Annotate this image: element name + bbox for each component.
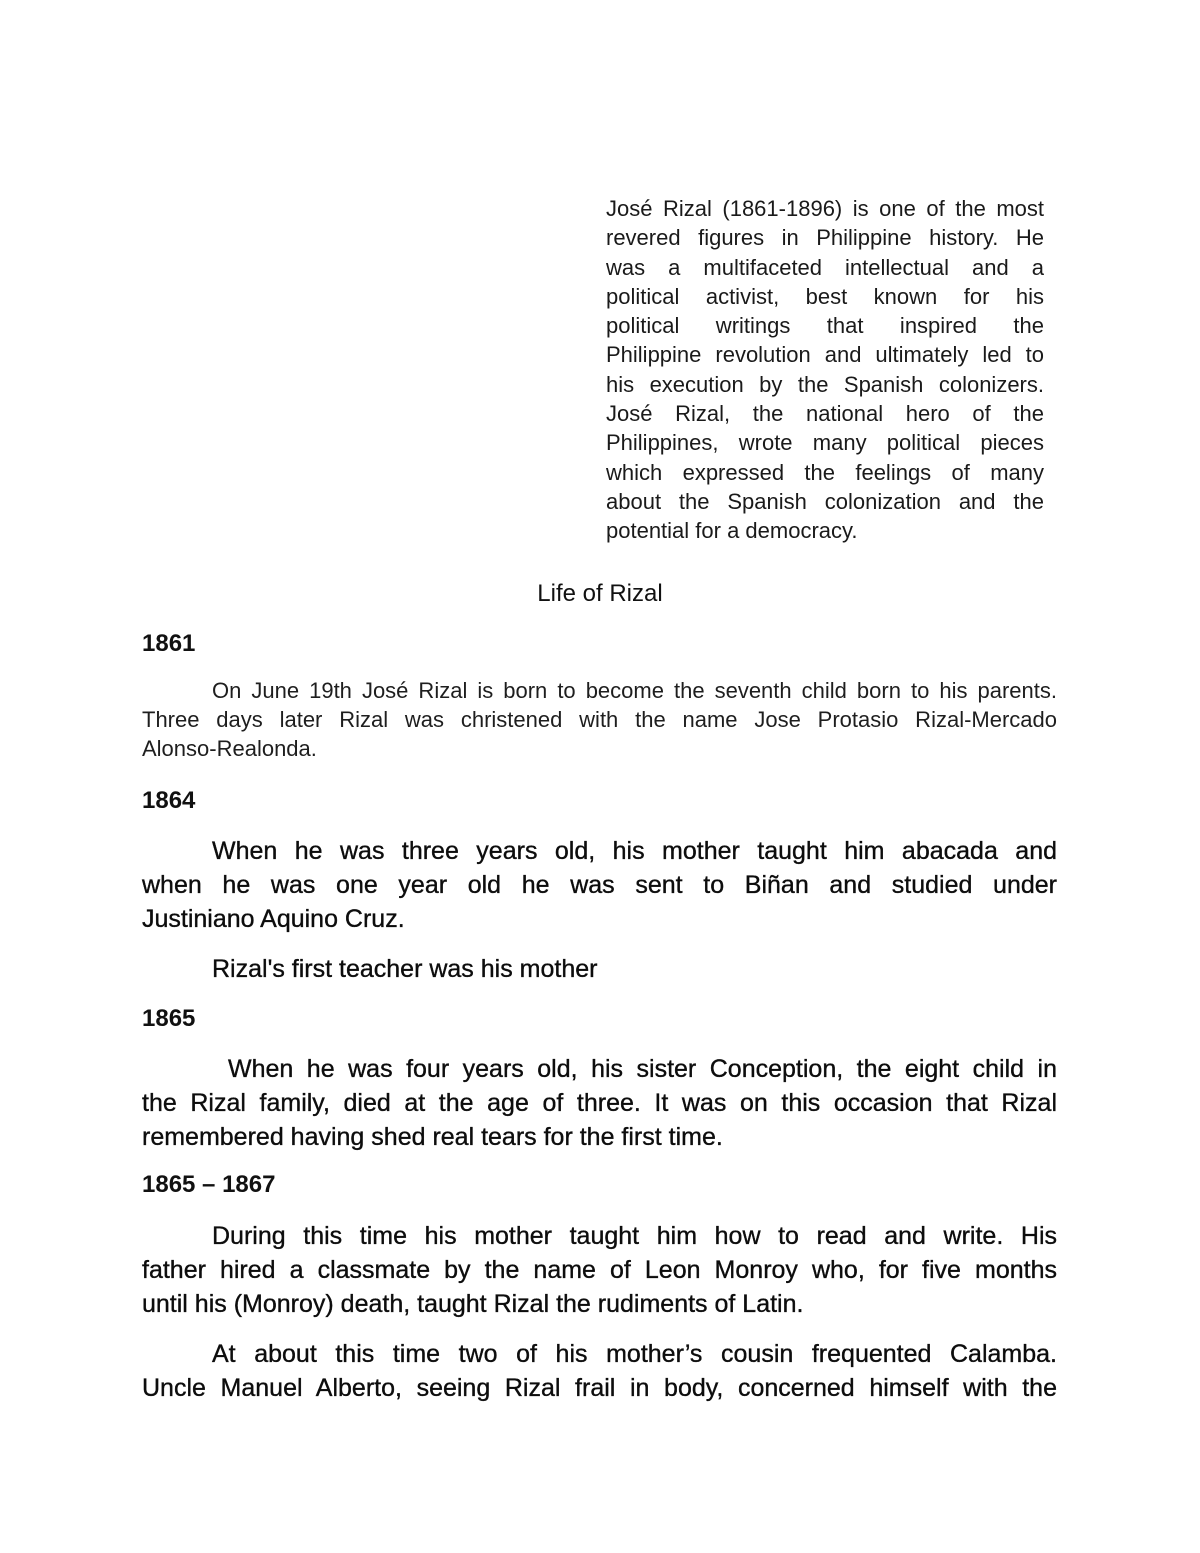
paragraph-line: Alonso-Realonda. — [142, 736, 317, 761]
paragraph-1865-1867 — [142, 1219, 1057, 1321]
intro-line: his execution by the Spanish colonizers. — [606, 371, 1044, 397]
paragraph-line: On June 19th José Rizal is born to become the seventh child born to his parents. — [212, 678, 1057, 703]
paragraph-1861 — [142, 676, 1057, 763]
paragraph-line: father hired a classmate by the name of Leon Monroy who, for five months — [142, 1256, 1057, 1284]
intro-line: Philippines, wrote many political pieces — [606, 430, 1044, 456]
intro-line: José Rizal (1861-1896) is one of the most — [606, 196, 1044, 221]
intro-line: political activist, best known for his — [606, 283, 1044, 309]
intro-line: which expressed the feelings of many — [606, 459, 1044, 485]
intro-line: about the Spanish colonization and the — [606, 488, 1044, 514]
paragraph-line: During this time his mother taught him how to read and write. His — [212, 1222, 1057, 1250]
note-1864 — [142, 952, 1057, 986]
intro-line: Philippine revolution and ultimately led to — [606, 342, 1044, 368]
paragraph-line: remembered having shed real tears for the first time. — [142, 1123, 723, 1151]
paragraph-line: when he was one year old he was sent to Biñan and studied under — [142, 871, 1057, 899]
paragraph-line: When he was three years old, his mother taught him abacada and — [212, 837, 1057, 865]
paragraph-line: Uncle Manuel Alberto, seeing Rizal frail in body, concerned himself with the — [142, 1374, 1057, 1402]
year-heading-1865-1867: 1865 – 1867 — [142, 1171, 276, 1198]
intro-line: potential for a democracy. — [606, 518, 858, 544]
year-heading-1865: 1865 — [142, 1005, 196, 1032]
paragraph-line: When he was four years old, his sister Conception, the eight child in — [228, 1055, 1057, 1083]
paragraph-line: Three days later Rizal was christened with the name Jose Protasio Rizal-Mercado — [142, 707, 1057, 732]
paragraph-line: At about this time two of his mother’s cousin frequented Calamba. — [212, 1340, 1057, 1368]
year-heading-1864: 1864 — [142, 787, 196, 814]
paragraph-line: the Rizal family, died at the age of three. It was on this occasion that Rizal — [142, 1089, 1057, 1117]
intro-line: was a multifaceted intellectual and a — [606, 254, 1044, 280]
section-title: Life of Rizal — [537, 580, 663, 607]
paragraph-line: Rizal's first teacher was his mother — [212, 955, 598, 983]
paragraph-1864 — [142, 834, 1057, 936]
intro-line: political writings that inspired the — [606, 313, 1044, 339]
year-heading-1861: 1861 — [142, 630, 196, 657]
intro-paragraph — [606, 194, 1044, 546]
intro-line: revered figures in Philippine history. He — [606, 225, 1044, 251]
paragraph-line: Justiniano Aquino Cruz. — [142, 905, 405, 933]
paragraph-1865 — [142, 1052, 1057, 1154]
paragraph-1865-1867-continued — [142, 1337, 1057, 1405]
paragraph-line: until his (Monroy) death, taught Rizal the rudiments of Latin. — [142, 1290, 804, 1318]
intro-line: José Rizal, the national hero of the — [606, 401, 1044, 427]
